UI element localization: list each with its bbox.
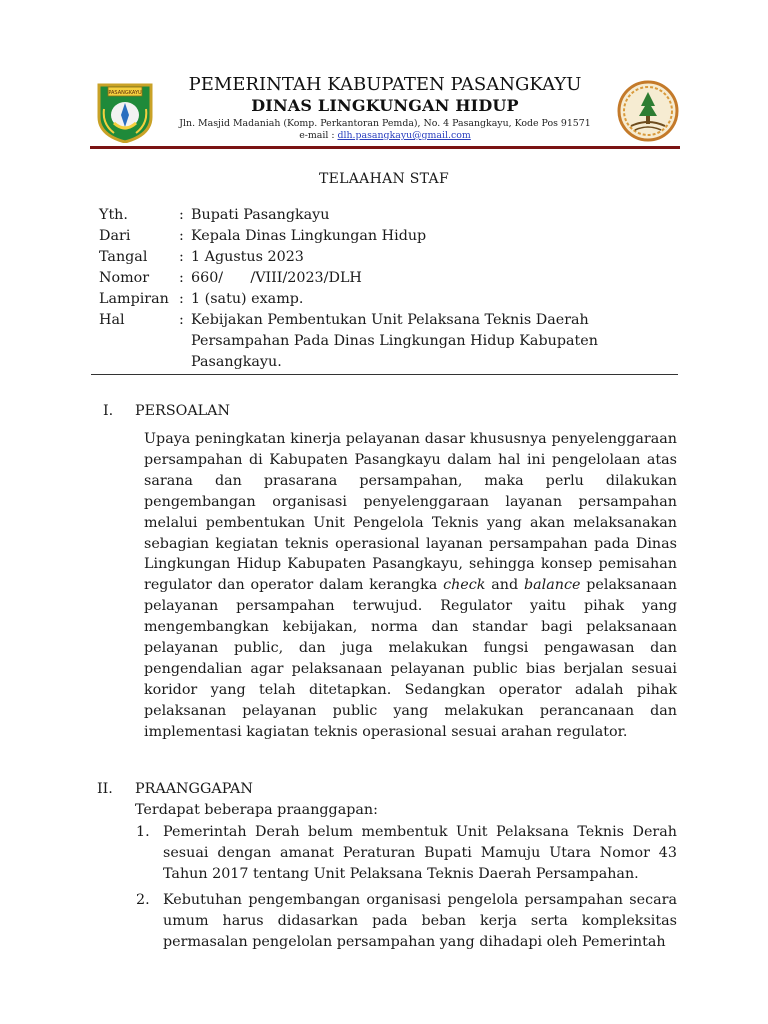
list-text: Kebutuhan pengembangan organisasi pengelola persampahan secara umum harus didasarkan pada beban kerja serta kompleksitas permasalan pengelolan persampahan yang dihadapi oleh Pemerintah <box>163 891 677 950</box>
letterhead-agency: DINAS LINGKUNGAN HIDUP <box>251 96 519 115</box>
list-number: 1. <box>136 824 150 840</box>
meta-key: Hal <box>99 312 125 328</box>
emblem-banner-text: PASANGKAYU <box>108 90 142 96</box>
meta-row-yth <box>99 205 631 226</box>
list-item <box>136 890 677 953</box>
section-heading: PERSOALAN <box>135 403 230 419</box>
paragraph-text: pelaksanaan pelayanan persampahan terwujud. Regulator yaitu pihak yang mengembangkan kebijakan, norma dan standar bagi pelaksanaan pelayanan public, dan juga melakukan fungsi pengawasan dan pengendalian agar pelaksanaan pelayanan public bias berjalan sesuai koridor yang telah ditetapkan. Sedangkan operator adalah pihak pelaksanan pelayanan public yang melakukan perancanaan dan implementasi kagiatan teknis operasional sesuai arahan regulator. <box>144 577 677 740</box>
paragraph-text: Upaya peningkatan kinerja pelayanan dasar khususnya penyelenggaraan persampahan di Kabupaten Pasangkayu dalam hal ini pengelolaan atas sarana dan prasarana persampahan, maka perlu dilakukan pengembangan organisasi penyelenggaraan layanan persampahan melalui pembentukan Unit Pengelola Teknis yang akan melaksanakan sebagian kegiatan teknis operasional layanan persampahan pada Dinas Lingkungan Hidup Kabupaten Pasangkayu, sehingga konsep pemisahan regulator dan operator dalam kerangka <box>144 431 677 594</box>
list-text: Pemerintah Derah belum membentuk Unit Pelaksana Teknis Derah sesuai dengan amanat Peraturan Bupati Mamuju Utara Nomor 43 Tahun 2017 tentang Unit Pelaksana Teknis Daerah Persampahan. <box>163 824 677 882</box>
letterhead-email-line <box>150 130 620 141</box>
meta-colon: : <box>179 270 184 286</box>
meta-key: Dari <box>99 228 131 244</box>
email-label: e-mail : <box>299 130 338 141</box>
meta-value: Bupati Pasangkayu <box>191 207 330 223</box>
environment-ministry-logo-icon <box>617 80 679 142</box>
meta-value: Kepala Dinas Lingkungan Hidup <box>191 228 427 244</box>
meta-key: Tangal <box>99 249 148 265</box>
meta-colon: : <box>179 249 184 265</box>
list-number: 2. <box>136 891 150 908</box>
meta-value: 660/ /VIII/2023/DLH <box>191 270 362 286</box>
section-intro: Terdapat beberapa praanggapan: <box>135 802 378 818</box>
section-heading: PRAANGGAPAN <box>135 781 253 797</box>
italic-term: balance <box>524 577 581 594</box>
meta-key: Yth. <box>99 207 128 223</box>
meta-key: Nomor <box>99 270 150 286</box>
meta-row-hal <box>99 310 631 373</box>
meta-colon: : <box>179 207 184 223</box>
section-number: II. <box>97 781 113 797</box>
meta-colon: : <box>179 291 184 307</box>
email-link[interactable]: dlh.pasangkayu@gmail.com <box>337 130 471 141</box>
meta-key: Lampiran <box>99 291 169 307</box>
meta-value: 1 (satu) examp. <box>191 291 304 307</box>
section-paragraph <box>144 429 677 743</box>
numbered-list <box>136 822 677 957</box>
meta-row-tanggal <box>99 247 631 268</box>
regency-emblem-icon <box>96 79 154 143</box>
letterhead-government: PEMERINTAH KABUPATEN PASANGKAYU <box>188 74 582 95</box>
list-item <box>136 822 677 885</box>
header-divider <box>91 374 678 375</box>
letterhead-divider <box>90 146 680 149</box>
meta-value: Kebijakan Pembentukan Unit Pelaksana Teknis Daerah Persampahan Pada Dinas Lingkungan Hidup Kabupaten Pasangkayu. <box>191 312 598 370</box>
memo-header-table <box>99 205 631 373</box>
paragraph-text: and <box>485 577 524 594</box>
section-number: I. <box>103 403 114 419</box>
meta-value: 1 Agustus 2023 <box>191 249 304 265</box>
meta-row-lampiran <box>99 289 631 310</box>
meta-colon: : <box>179 312 184 328</box>
meta-row-dari <box>99 226 631 247</box>
letterhead-address: Jln. Masjid Madaniah (Komp. Perkantoran Pemda), No. 4 Pasangkayu, Kode Pos 91571 <box>179 118 591 129</box>
meta-colon: : <box>179 228 184 244</box>
italic-term: check <box>443 577 486 594</box>
meta-row-nomor <box>99 268 631 289</box>
document-title: TELAAHAN STAF <box>319 171 449 187</box>
